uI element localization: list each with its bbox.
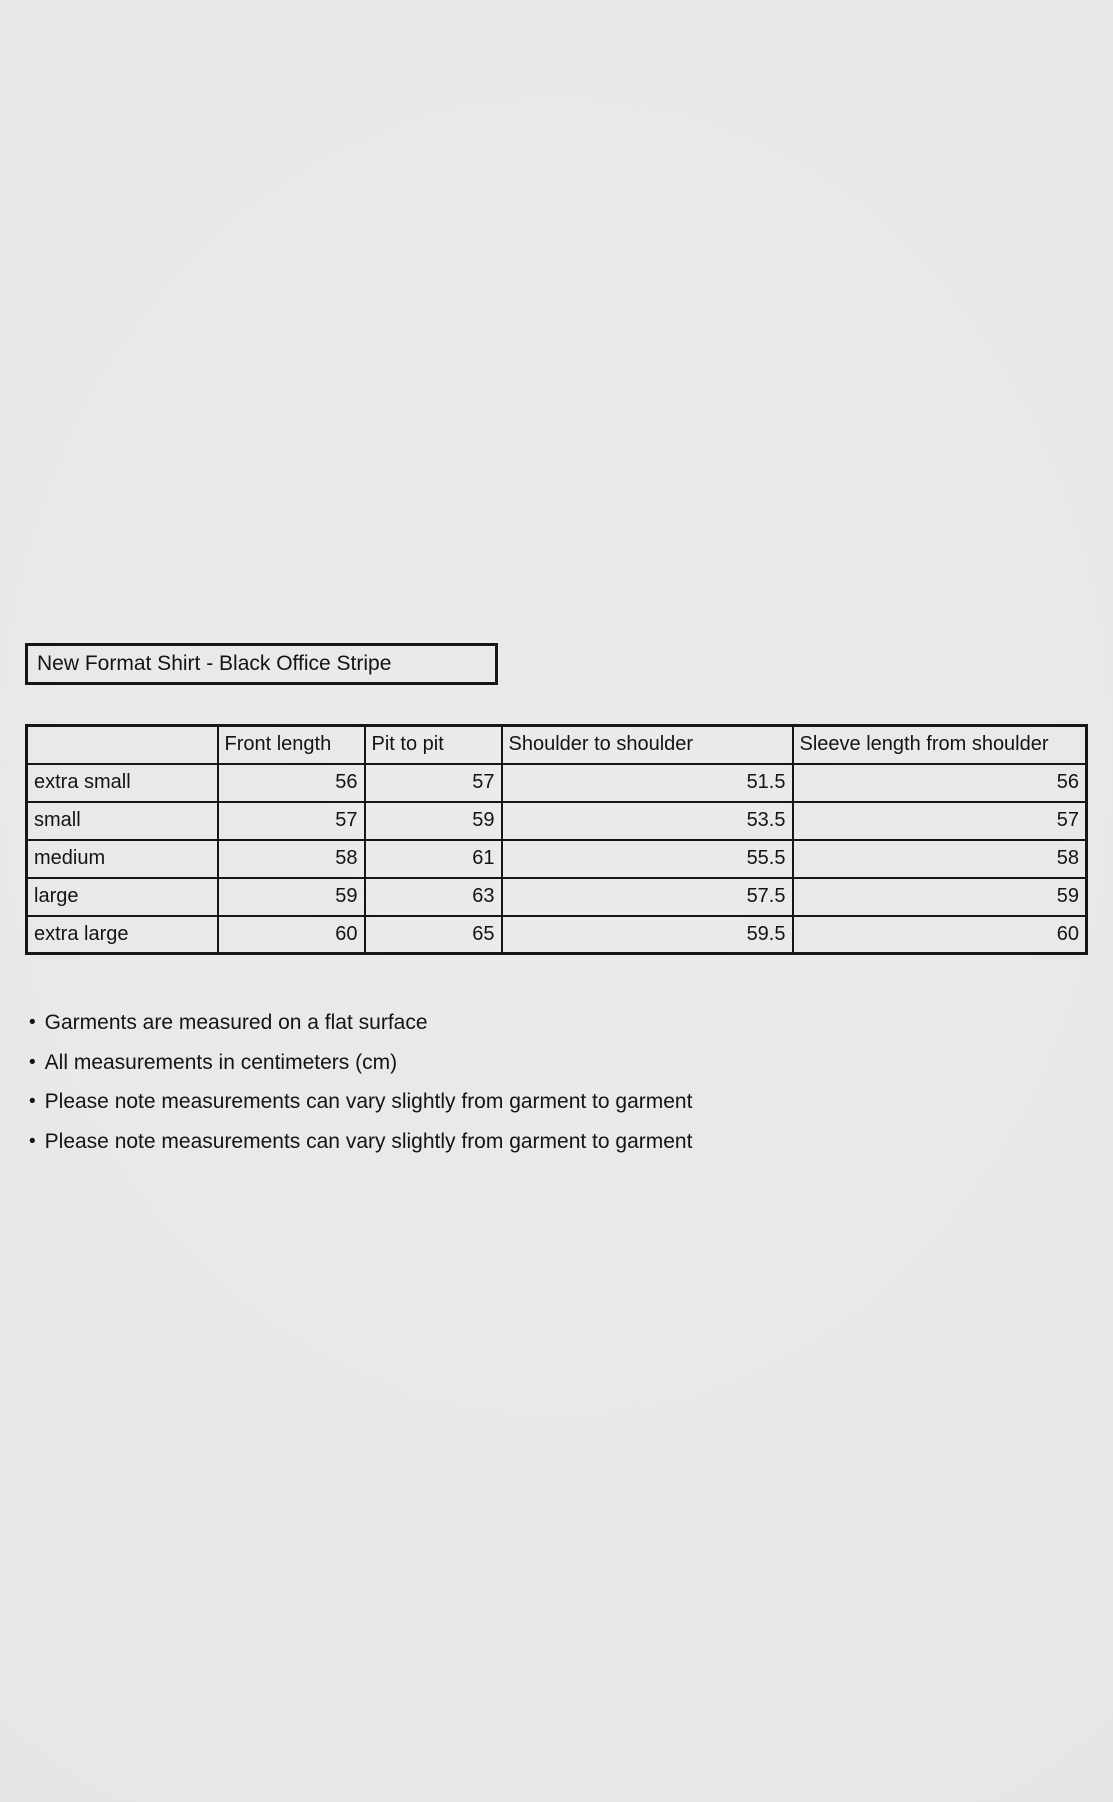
front-length-value: 60 — [218, 916, 365, 954]
column-header-size — [27, 726, 218, 764]
size-label: large — [27, 878, 218, 916]
front-length-value: 58 — [218, 840, 365, 878]
pit-to-pit-value: 65 — [365, 916, 502, 954]
size-label: medium — [27, 840, 218, 878]
table-header-row — [27, 726, 1087, 764]
note-text: Please note measurements can vary slightly from garment to garment — [44, 1129, 693, 1153]
column-header-shoulder-to-shoulder: Shoulder to shoulder — [502, 726, 793, 764]
pit-to-pit-value: 59 — [365, 802, 502, 840]
product-title-box — [25, 643, 498, 685]
size-chart-table — [25, 724, 1088, 955]
note-item — [29, 1082, 692, 1122]
shoulder-to-shoulder-value: 55.5 — [502, 840, 793, 878]
sleeve-length-value: 60 — [793, 916, 1087, 954]
column-header-sleeve-length: Sleeve length from shoulder — [793, 726, 1087, 764]
front-length-value: 56 — [218, 764, 365, 802]
shoulder-to-shoulder-value: 59.5 — [502, 916, 793, 954]
front-length-value: 57 — [218, 802, 365, 840]
bullet-icon: • — [29, 1130, 36, 1152]
shoulder-to-shoulder-value: 51.5 — [502, 764, 793, 802]
pit-to-pit-value: 61 — [365, 840, 502, 878]
notes-list — [29, 1003, 692, 1162]
size-label: extra large — [27, 916, 218, 954]
shoulder-to-shoulder-value: 53.5 — [502, 802, 793, 840]
note-item — [29, 1122, 692, 1162]
note-text: All measurements in centimeters (cm) — [44, 1050, 398, 1074]
pit-to-pit-value: 57 — [365, 764, 502, 802]
table-row-extra-small — [27, 764, 1087, 802]
table-row-large — [27, 878, 1087, 916]
shoulder-to-shoulder-value: 57.5 — [502, 878, 793, 916]
size-label: extra small — [27, 764, 218, 802]
column-header-pit-to-pit: Pit to pit — [365, 726, 502, 764]
note-text: Garments are measured on a flat surface — [44, 1010, 428, 1034]
product-title: New Format Shirt - Black Office Stripe — [37, 652, 392, 675]
pit-to-pit-value: 63 — [365, 878, 502, 916]
bullet-icon: • — [29, 1091, 36, 1113]
bullet-icon: • — [29, 1011, 36, 1033]
sleeve-length-value: 57 — [793, 802, 1087, 840]
sleeve-length-value: 59 — [793, 878, 1087, 916]
note-text: Please note measurements can vary slightly from garment to garment — [44, 1090, 693, 1114]
table-row-medium — [27, 840, 1087, 878]
sleeve-length-value: 56 — [793, 764, 1087, 802]
sleeve-length-value: 58 — [793, 840, 1087, 878]
note-item — [29, 1003, 692, 1043]
table-row-small — [27, 802, 1087, 840]
column-header-front-length: Front length — [218, 726, 365, 764]
table-row-extra-large — [27, 916, 1087, 954]
bullet-icon: • — [29, 1051, 36, 1073]
size-label: small — [27, 802, 218, 840]
front-length-value: 59 — [218, 878, 365, 916]
note-item — [29, 1043, 692, 1083]
